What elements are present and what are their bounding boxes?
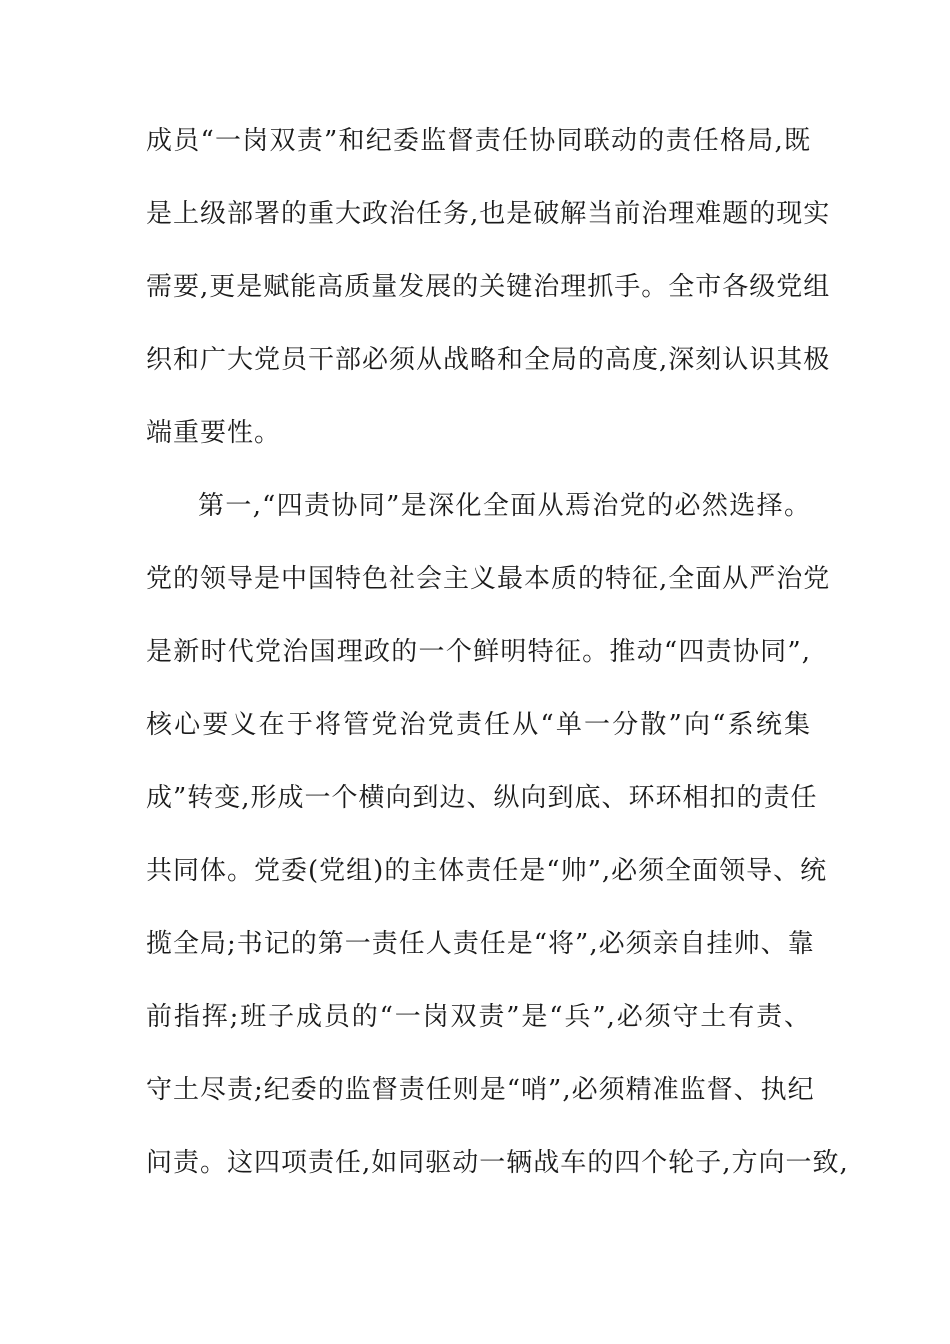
- text-line: 织和广大党员干部必须从战略和全局的高度,深刻认识其极: [146, 345, 831, 375]
- text-line: 成员“一岗双责”和纪委监督责任协同联动的责任格局,既: [146, 126, 811, 156]
- text-line: 问责。这四项责任,如同驱动一辆战车的四个轮子,方向一致,: [146, 1148, 849, 1178]
- text-line: 前指挥;班子成员的“一岗双责”是“兵”,必须守土有责、: [146, 1002, 811, 1032]
- text-line: 守土尽责;纪委的监督责任则是“哨”,必须精准监督、执纪: [146, 1075, 815, 1105]
- text-line: 需要,更是赋能高质量发展的关键治理抓手。全市各级党组: [146, 272, 831, 302]
- text-line: 是上级部署的重大政治任务,也是破解当前治理难题的现实: [146, 199, 831, 229]
- text-line: 成”转变,形成一个横向到边、纵向到底、环环相扣的责任: [146, 783, 818, 813]
- text-line: 端重要性。: [146, 418, 282, 448]
- text-line: 是新时代党治国理政的一个鲜明特征。推动“四责协同”,: [146, 637, 811, 667]
- text-line: 揽全局;书记的第一责任人责任是“将”,必须亲自挂帅、靠: [146, 929, 815, 959]
- paragraph-heading: 第一,“四责协同”是深化全面从焉治党的必然选择。: [198, 491, 811, 521]
- text-line: 党的领导是中国特色社会主义最本质的特征,全面从严治党: [146, 564, 831, 594]
- text-line: 核心要义在于将管党治党责任从“单一分散”向“系统集: [146, 710, 811, 740]
- text-line: 共同体。党委(党组)的主体责任是“帅”,必须全面领导、统: [146, 856, 828, 886]
